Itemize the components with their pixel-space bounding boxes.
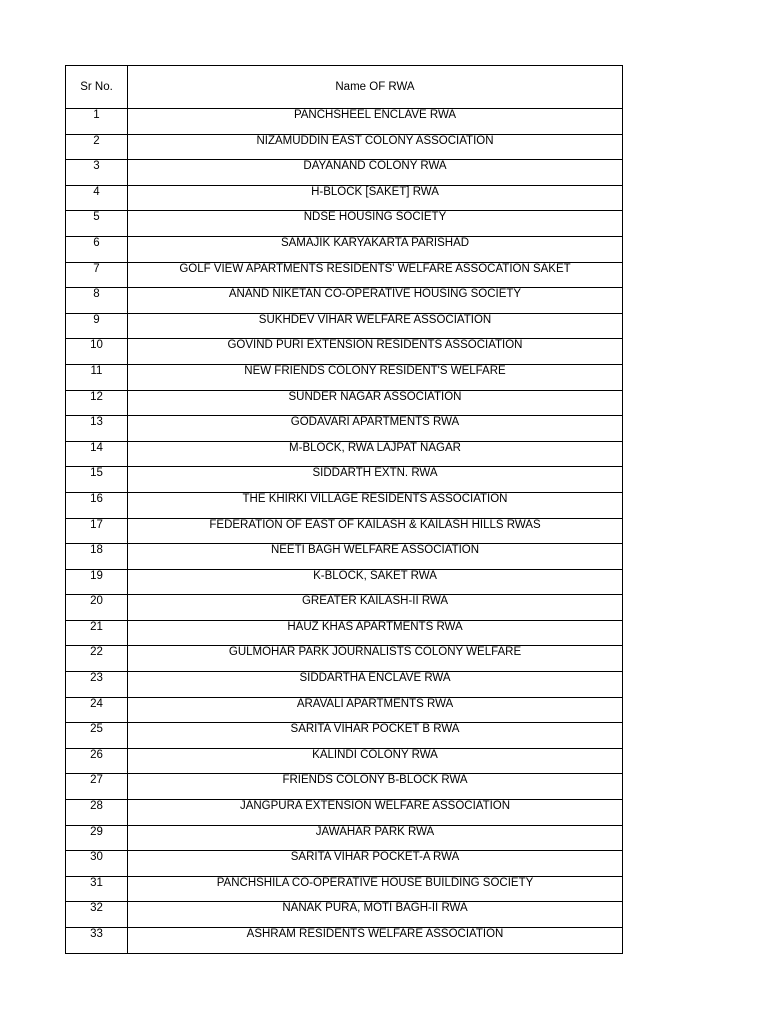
table-row — [66, 620, 623, 646]
sr-no-cell: 2 — [66, 134, 128, 160]
table-row — [66, 876, 623, 902]
rwa-name-cell: SIDDARTH EXTN. RWA — [128, 467, 623, 493]
table-row — [66, 134, 623, 160]
table-row — [66, 595, 623, 621]
table-header-row — [66, 66, 623, 109]
rwa-name-cell: SARITA VIHAR POCKET B RWA — [128, 723, 623, 749]
rwa-name-cell: FEDERATION OF EAST OF KAILASH & KAILASH HILLS RWAS — [128, 518, 623, 544]
table-row — [66, 748, 623, 774]
sr-no-cell: 33 — [66, 928, 128, 954]
table-row — [66, 109, 623, 135]
sr-no-cell: 16 — [66, 492, 128, 518]
sr-no-cell: 6 — [66, 236, 128, 262]
sr-no-cell: 11 — [66, 364, 128, 390]
table-row — [66, 262, 623, 288]
rwa-name-cell: FRIENDS COLONY B-BLOCK RWA — [128, 774, 623, 800]
table-row — [66, 928, 623, 954]
rwa-name-cell: DAYANAND COLONY RWA — [128, 160, 623, 186]
table-row — [66, 492, 623, 518]
rwa-name-cell: SARITA VIHAR POCKET-A RWA — [128, 851, 623, 877]
sr-no-cell: 14 — [66, 441, 128, 467]
rwa-name-cell: NEW FRIENDS COLONY RESIDENT'S WELFARE — [128, 364, 623, 390]
rwa-name-cell: PANCHSHEEL ENCLAVE RWA — [128, 109, 623, 135]
sr-no-cell: 30 — [66, 851, 128, 877]
table-row — [66, 313, 623, 339]
sr-no-cell: 7 — [66, 262, 128, 288]
table-row — [66, 364, 623, 390]
sr-no-cell: 17 — [66, 518, 128, 544]
sr-no-cell: 20 — [66, 595, 128, 621]
table-row — [66, 569, 623, 595]
rwa-name-cell: NIZAMUDDIN EAST COLONY ASSOCIATION — [128, 134, 623, 160]
rwa-name-cell: M-BLOCK, RWA LAJPAT NAGAR — [128, 441, 623, 467]
rwa-name-cell: HAUZ KHAS APARTMENTS RWA — [128, 620, 623, 646]
table-row — [66, 390, 623, 416]
rwa-name-cell: SIDDARTHA ENCLAVE RWA — [128, 672, 623, 698]
rwa-name-cell: PANCHSHILA CO-OPERATIVE HOUSE BUILDING SOCIETY — [128, 876, 623, 902]
rwa-name-cell: NDSE HOUSING SOCIETY — [128, 211, 623, 237]
sr-no-cell: 12 — [66, 390, 128, 416]
rwa-name-cell: SUKHDEV VIHAR WELFARE ASSOCIATION — [128, 313, 623, 339]
table-row — [66, 288, 623, 314]
sr-no-cell: 32 — [66, 902, 128, 928]
rwa-name-cell: JANGPURA EXTENSION WELFARE ASSOCIATION — [128, 800, 623, 826]
table-row — [66, 544, 623, 570]
rwa-name-cell: K-BLOCK, SAKET RWA — [128, 569, 623, 595]
sr-no-cell: 13 — [66, 416, 128, 442]
table-row — [66, 185, 623, 211]
sr-no-cell: 3 — [66, 160, 128, 186]
rwa-name-cell: SUNDER NAGAR ASSOCIATION — [128, 390, 623, 416]
sr-no-cell: 10 — [66, 339, 128, 365]
table-row — [66, 723, 623, 749]
table-row — [66, 160, 623, 186]
rwa-table — [65, 65, 623, 954]
rwa-name-cell: ANAND NIKETAN CO-OPERATIVE HOUSING SOCIETY — [128, 288, 623, 314]
table-row — [66, 646, 623, 672]
rwa-name-cell: GREATER KAILASH-II RWA — [128, 595, 623, 621]
rwa-name-cell: ASHRAM RESIDENTS WELFARE ASSOCIATION — [128, 928, 623, 954]
table-row — [66, 416, 623, 442]
table-row — [66, 441, 623, 467]
table-row — [66, 518, 623, 544]
sr-no-cell: 8 — [66, 288, 128, 314]
sr-no-cell: 26 — [66, 748, 128, 774]
sr-no-cell: 24 — [66, 697, 128, 723]
rwa-name-cell: NEETI BAGH WELFARE ASSOCIATION — [128, 544, 623, 570]
table-row — [66, 211, 623, 237]
header-name-of-rwa: Name OF RWA — [128, 66, 623, 109]
table-row — [66, 774, 623, 800]
table-row — [66, 825, 623, 851]
rwa-name-cell: ARAVALI APARTMENTS RWA — [128, 697, 623, 723]
rwa-name-cell: GODAVARI APARTMENTS RWA — [128, 416, 623, 442]
sr-no-cell: 23 — [66, 672, 128, 698]
sr-no-cell: 29 — [66, 825, 128, 851]
rwa-name-cell: SAMAJIK KARYAKARTA PARISHAD — [128, 236, 623, 262]
sr-no-cell: 21 — [66, 620, 128, 646]
sr-no-cell: 27 — [66, 774, 128, 800]
sr-no-cell: 25 — [66, 723, 128, 749]
rwa-name-cell: KALINDI COLONY RWA — [128, 748, 623, 774]
table-row — [66, 800, 623, 826]
rwa-name-cell: GOLF VIEW APARTMENTS RESIDENTS' WELFARE ASSOCATION SAKET — [128, 262, 623, 288]
table-row — [66, 672, 623, 698]
sr-no-cell: 4 — [66, 185, 128, 211]
rwa-name-cell: GOVIND PURI EXTENSION RESIDENTS ASSOCIATION — [128, 339, 623, 365]
table-row — [66, 697, 623, 723]
table-row — [66, 339, 623, 365]
sr-no-cell: 9 — [66, 313, 128, 339]
rwa-name-cell: H-BLOCK [SAKET] RWA — [128, 185, 623, 211]
rwa-name-cell: JAWAHAR PARK RWA — [128, 825, 623, 851]
table-row — [66, 851, 623, 877]
sr-no-cell: 19 — [66, 569, 128, 595]
table-body — [66, 109, 623, 954]
table-row — [66, 236, 623, 262]
sr-no-cell: 15 — [66, 467, 128, 493]
sr-no-cell: 22 — [66, 646, 128, 672]
header-sr-no: Sr No. — [66, 66, 128, 109]
rwa-name-cell: THE KHIRKI VILLAGE RESIDENTS ASSOCIATION — [128, 492, 623, 518]
sr-no-cell: 18 — [66, 544, 128, 570]
table-row — [66, 902, 623, 928]
sr-no-cell: 5 — [66, 211, 128, 237]
sr-no-cell: 1 — [66, 109, 128, 135]
rwa-name-cell: NANAK PURA, MOTI BAGH-II RWA — [128, 902, 623, 928]
rwa-name-cell: GULMOHAR PARK JOURNALISTS COLONY WELFARE — [128, 646, 623, 672]
table-row — [66, 467, 623, 493]
sr-no-cell: 28 — [66, 800, 128, 826]
sr-no-cell: 31 — [66, 876, 128, 902]
